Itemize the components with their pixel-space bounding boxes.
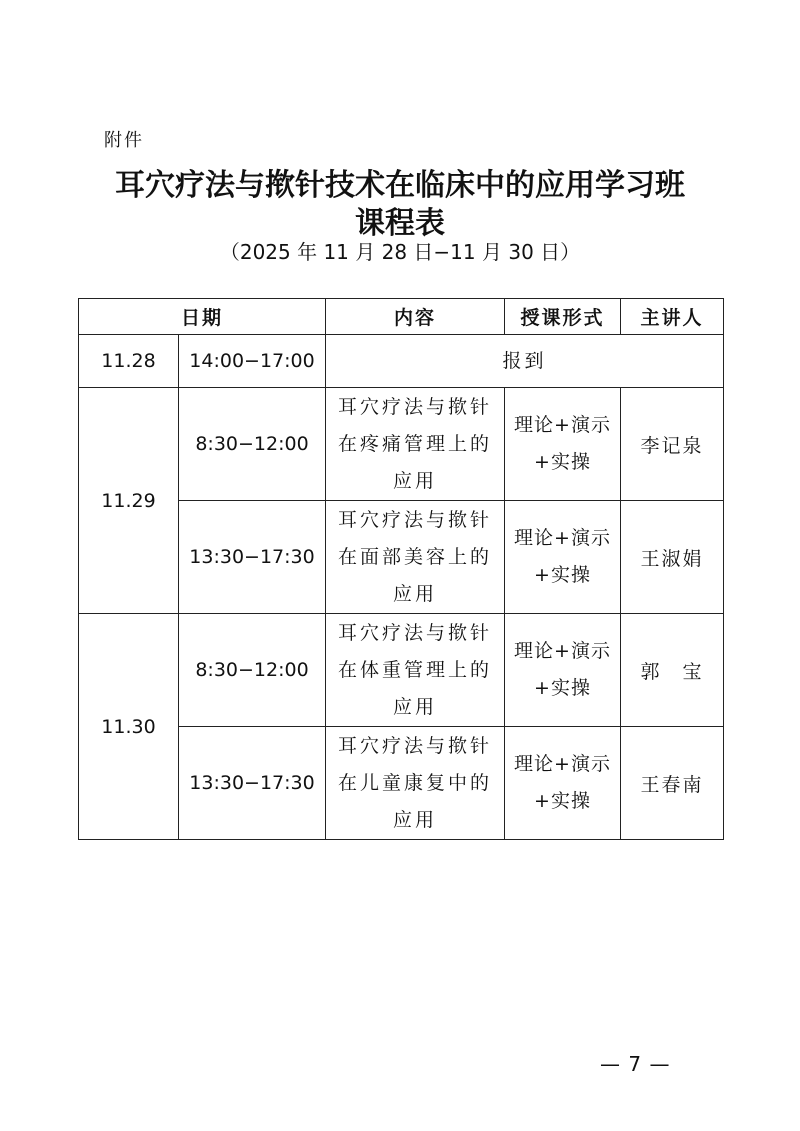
time-cell: 8:30−12:00 (179, 614, 326, 727)
table-row (79, 614, 724, 727)
table-row (79, 388, 724, 501)
time-cell: 8:30−12:00 (179, 388, 326, 501)
speaker-cell: 王春南 (621, 727, 724, 840)
time-cell: 13:30−17:30 (179, 501, 326, 614)
date-cell: 11.30 (79, 614, 179, 840)
speaker-cell: 李记泉 (621, 388, 724, 501)
date-range: （2025 年 11 月 28 日−11 月 30 日） (219, 240, 581, 264)
table-row (79, 335, 724, 388)
date-cell: 11.28 (79, 335, 179, 388)
document-subtitle: 课程表 (355, 206, 445, 241)
header-speaker: 主讲人 (621, 299, 724, 335)
content-cell: 耳穴疗法与揿针在体重管理上的应用 (326, 614, 505, 727)
form-cell: 理论+演示+实操 (505, 614, 621, 727)
document-title: 耳穴疗法与揿针技术在临床中的应用学习班 (115, 168, 685, 203)
schedule-table (78, 298, 724, 840)
content-cell: 耳穴疗法与揿针在疼痛管理上的应用 (326, 388, 505, 501)
date-cell: 11.29 (79, 388, 179, 614)
page-number: — 7 — (600, 1052, 671, 1076)
table-header-row (79, 299, 724, 335)
content-cell: 耳穴疗法与揿针在面部美容上的应用 (326, 501, 505, 614)
time-cell: 14:00−17:00 (179, 335, 326, 388)
header-content: 内容 (326, 299, 505, 335)
header-date: 日期 (79, 299, 326, 335)
attachment-label: 附件 (104, 130, 144, 151)
speaker-cell: 王淑娟 (621, 501, 724, 614)
content-cell: 耳穴疗法与揿针在儿童康复中的应用 (326, 727, 505, 840)
form-cell: 理论+演示+实操 (505, 388, 621, 501)
time-cell: 13:30−17:30 (179, 727, 326, 840)
speaker-cell: 郭 宝 (621, 614, 724, 727)
header-form: 授课形式 (505, 299, 621, 335)
checkin-cell: 报到 (326, 335, 724, 388)
form-cell: 理论+演示+实操 (505, 501, 621, 614)
form-cell: 理论+演示+实操 (505, 727, 621, 840)
